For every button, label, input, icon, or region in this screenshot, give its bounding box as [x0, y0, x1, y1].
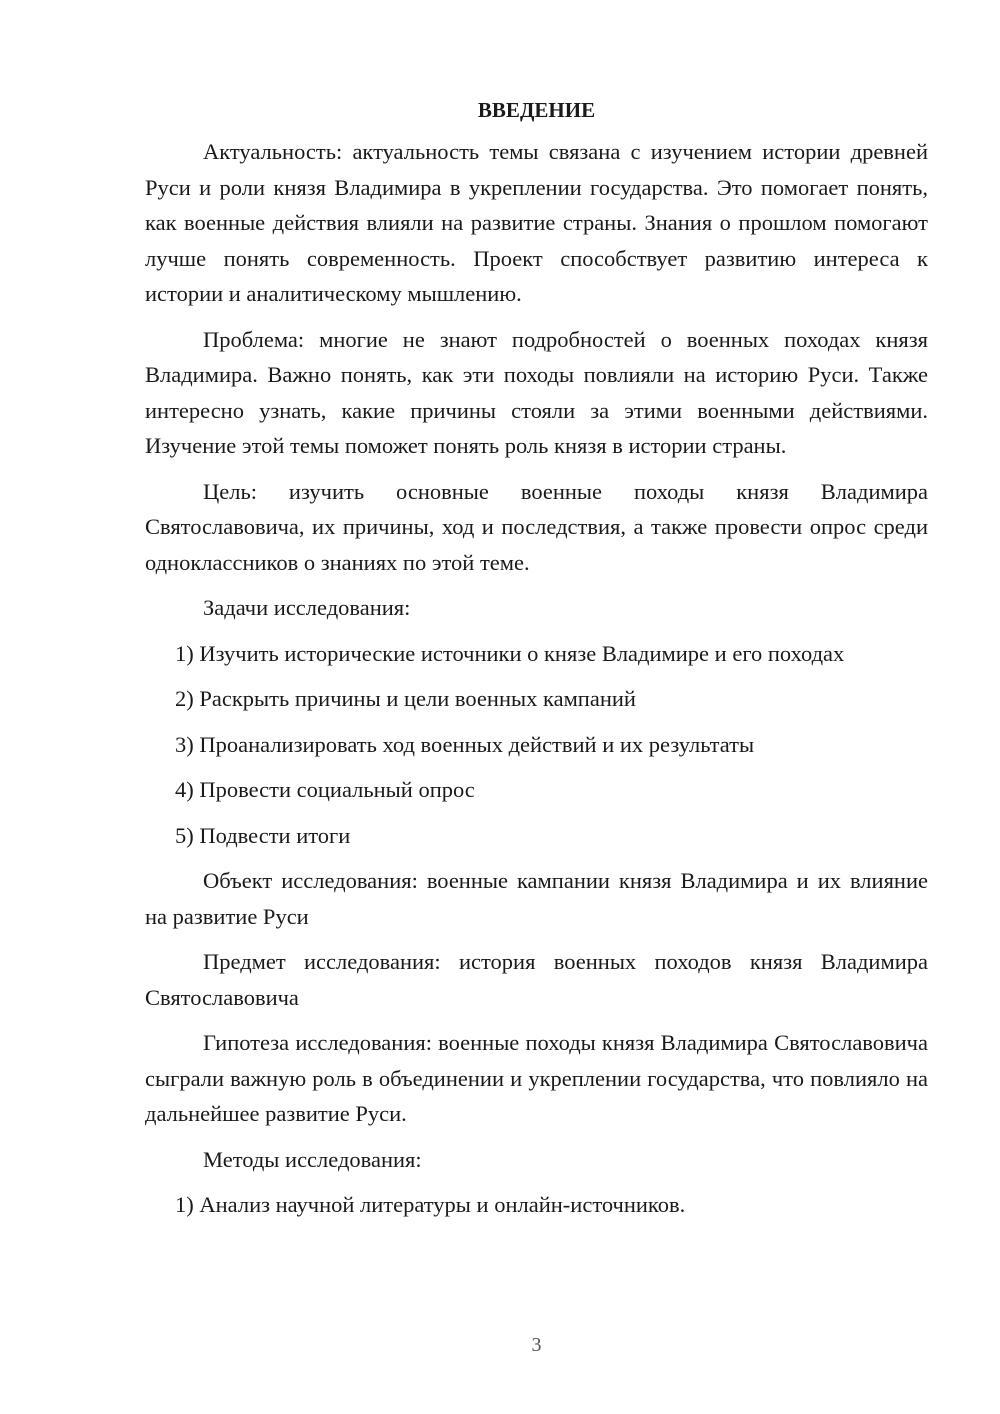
hypothesis-paragraph: Гипотеза исследования: военные походы князя Владимира Святославовича сыграли важную роль в объединении и укреплении государства, что повлияло на дальнейшее развитие Руси. [145, 1030, 928, 1126]
task-item: 3) Проанализировать ход военных действий и их результаты [175, 731, 755, 757]
task-item: 4) Провести социальный опрос [175, 777, 475, 802]
section-heading: ВВЕДЕНИЕ [477, 98, 596, 122]
object-paragraph: Объект исследования: военные кампании князя Владимира и их влияние на развитие Руси [145, 868, 928, 929]
subject-paragraph: Предмет исследования: история военных походов князя Владимира Святославовича [145, 949, 928, 1010]
problem-paragraph: Проблема: многие не знают подробностей о военных походах князя Владимира. Важно понять, как эти походы повлияли на историю Руси. Также интересно узнать, какие причины стояли за этими военными действиями. Изучение этой темы поможет понять роль князя в истории страны. [145, 326, 928, 458]
task-item: 2) Раскрыть причины и цели военных кампаний [175, 686, 636, 711]
page-number: 3 [531, 1334, 542, 1356]
task-item: 1) Изучить исторические источники о князе Владимире и его походах [175, 640, 845, 666]
relevance-paragraph: Актуальность: актуальность темы связана с изучением истории древней Руси и роли князя Владимира в укреплении государства. Это помогает понять, как военные действия влияли на развитие страны. Знания о прошлом помогают лучше понять современность. Проект способствует развитию интереса к истории и аналитическому мышлению. [145, 139, 928, 306]
goal-paragraph: Цель: изучить основные военные походы князя Владимира Святославовича, их причины, ход и последствия, а также провести опрос среди одноклассников о знаниях по этой теме. [145, 478, 928, 575]
method-item: 1) Анализ научной литературы и онлайн-источников. [175, 1192, 686, 1217]
task-item: 5) Подвести итоги [175, 822, 351, 848]
page-content [145, 97, 928, 1233]
tasks-title: Задачи исследования: [203, 595, 411, 620]
methods-title: Методы исследования: [203, 1146, 422, 1172]
